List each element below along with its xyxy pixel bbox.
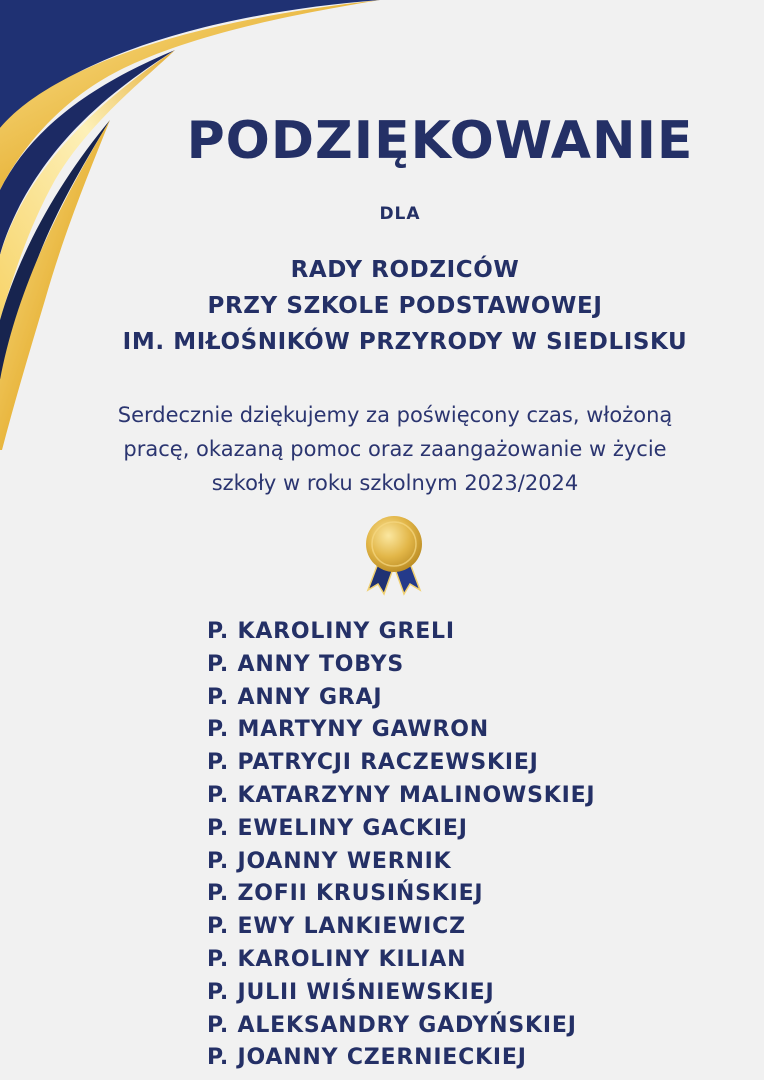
- list-item: P. EWY LANKIEWICZ: [207, 914, 466, 940]
- list-item: P. JOANNY CZERNIECKIEJ: [207, 1045, 527, 1071]
- message-line: Serdecznie dziękujemy za poświęcony czas, włożoną: [117, 403, 673, 427]
- list-item: P. KATARZYNY MALINOWSKIEJ: [207, 782, 596, 808]
- list-item: P. ALEKSANDRY GADYŃSKIEJ: [207, 1012, 577, 1038]
- list-item: P. JOANNY WERNIK: [207, 848, 452, 874]
- list-item: P. ZOFII KRUSIŃSKIEJ: [207, 881, 484, 907]
- list-item: P. ANNY TOBYS: [207, 651, 404, 677]
- list-item: P. PATRYCJI RACZEWSKIEJ: [207, 750, 539, 776]
- recipient-block: [40, 252, 764, 360]
- list-item: P. JULII WIŚNIEWSKIEJ: [207, 979, 495, 1005]
- for-label: DLA: [379, 204, 421, 224]
- thank-you-message: [60, 398, 730, 500]
- message-line: szkoły w roku szkolnym 2023/2024: [211, 471, 579, 495]
- recipient-line: RADY RODZICÓW: [290, 257, 520, 283]
- recipient-line: PRZY SZKOLE PODSTAWOWEJ: [207, 293, 603, 319]
- list-item: P. MARTYNY GAWRON: [207, 717, 489, 743]
- list-item: P. EWELINY GACKIEJ: [207, 815, 468, 841]
- gold-medal-icon: [362, 514, 426, 598]
- recipient-line: IM. MIŁOŚNIKÓW PRZYRODY W SIEDLISKU: [122, 329, 688, 355]
- list-item: P. KAROLINY GRELI: [207, 619, 455, 644]
- list-item: P. KAROLINY KILIAN: [207, 946, 467, 972]
- list-item: P. ANNY GRAJ: [207, 684, 383, 710]
- names-list: [207, 616, 727, 1075]
- page-title: PODZIĘKOWANIE: [186, 111, 694, 171]
- message-line: pracę, okazaną pomoc oraz zaangażowanie w życie: [123, 437, 667, 461]
